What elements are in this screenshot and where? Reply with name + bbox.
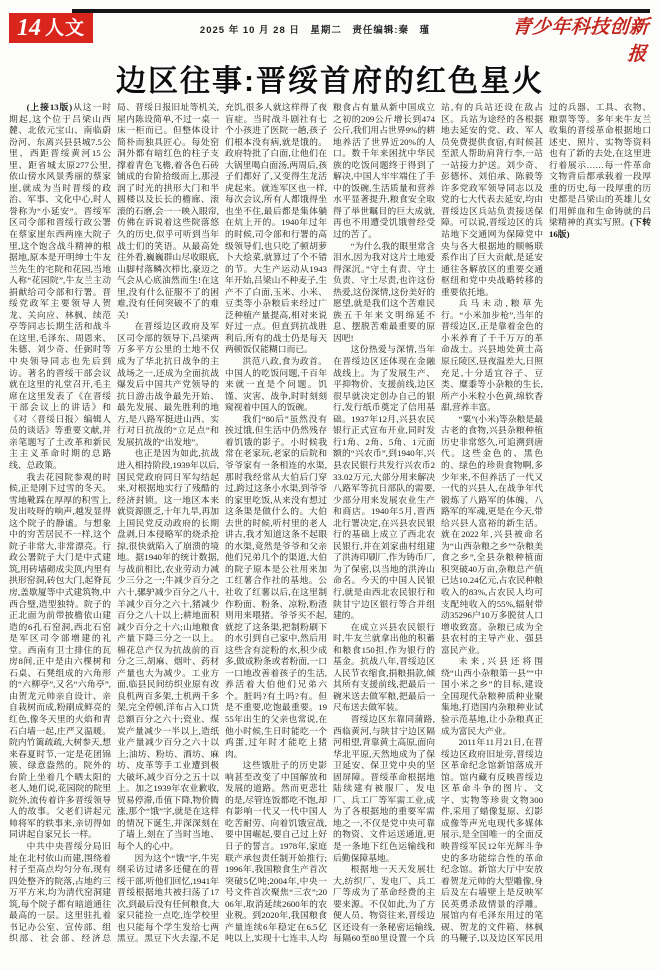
article-paragraph: 2011年11月21日,在晋绥边区政府旧址旁,晋绥边区革命纪念馆新馆落成开馆。馆内藏有反映晋绥边区革命斗争的图片、文字、实物等珍贵文物300件,采用了蜡像复原、幻影成像等声光电现代多媒体展示,是全国唯一的全面反映晋绥军民12年光辉斗争史的多功能综合性的革命纪念馆。新馆大厅中安放着贺龙元帅的大型雕像,身后及左右墙壁上是反映军民英勇杀敌情景的浮雕。展馆内有毛泽东用过的笔砚、贺龙的文件箱、林枫的马鞭子,以及边区军民用过的兵器、工具、衣物、粮票等等。多年来牛友兰收集的晋绥革命根据地口述史、照片、实物等资料也有了新的去处,在这里进行着展示……每一件革命文物背后都承载着一段厚重的历史,每一段厚重的历史都是吕梁山的英雄儿女们用鲜血和生命铸就的吕梁精神的真实写照。(下转16版) bbox=[441, 102, 651, 944]
article-headline: 边区往事:晋绥首府的红色星火 bbox=[116, 65, 544, 98]
section-title: 人文 bbox=[44, 17, 85, 39]
article-paragraph: 这份热爱与深情,当年在晋绥边区还体现在金融战线上。为了发展生产、平抑物价、支援前线,边区很早就决定创办自己的银行,发行纸币奠定了信用基础。1937年12月,兴县农民银行正式宣布开业,同时发行1角、2角、5角、1元面额的“兴农币”,到1940年,兴县农民银行共发行兴农币233.02万元,大部分用来解决八路军等抗日部队的需要,少部分用来发展农业生产和商店。1940年5月,晋西北行署决定,在兴县农民银行的基础上成立了西北农民银行,并在刘家曲村组建了洪涛印刷厂,作为铸币厂,为了保密,以当地的洪涛山命名。今天的中国人民银行,就是由西北农民银行和陕甘宁边区银行等合并组建的。 bbox=[333, 344, 435, 621]
article-paragraph: (上接13版)从这一时期起,这个位于吕梁山西麓、北依元宝山、南临蔚汾河、东离兴县县城7.5公里、西距晋绥黄河15公里、距省城太原277公里,依山傍水风景秀丽的蔡家崖,就成为当时晋绥的政治、军事、文化中心,时人誉称为“小延安”。晋绥军区司令部和晋绥行政公署在蔡家崖东西两座大院子里,这个饱含战斗精神的根据地,原本是开明绅士牛友兰先生的宅院和花园,当地人称“花园院”,牛友兰主动捐献给司令部和行署。晋绥党政军主要领导人贺龙、关向应、林枫、续范亭等同志长期生活和战斗在这里,毛泽东、周恩来、朱德、刘少奇、任弼时等中央领导同志也先后到访。著名的晋绥干部会议就在这里的礼堂召开,毛主席在这里发表了《在晋绥干部会议上的讲话》和《对〈晋绥日报〉编辑人员的谈话》等重要文献,并亲笔题写了土改革和新民主主义革命时期的总路线、总政策。 bbox=[9, 102, 111, 470]
article-paragraph: 根据地一天天发展壮大,纺织厂、发电厂、兵工厂等成为了革命经费的主要来源。不仅如此,为了方便人员、物资往来,晋绥边区还设有一条秘密运输线,每隔60至80里设置一个兵站,有的兵站还设在敌占区。兵站为途经的各根据地去延安的党、政、军人员免费提供食宿,有时候甚至派人帮助肩背行李,一站一站接力护送。刘少奇、彭德怀、刘伯承、陈毅等许多党政军领导同志以及党的七大代表去延安,均由晋绥边区兵站负责接送保障。可以说,晋绥边区的兵站地下交通网为保障党中央与各大根据地的顺畅联系作出了巨大贡献,是延安通往各解放区的重要交通枢纽和党中央战略转移的重要依托地。 bbox=[333, 102, 543, 944]
article-paragraph: 在晋绥边区政府及军区司令部的领导下,吕梁两万多平方公里的土地不仅成为了华北抗日战争的主战场之一,还成为全面抗战爆发后中国共产党领导的抗日游击战争最先开始、最先发展、最先胜利的地方,是八路军挺进山西、实行对日抗战的“立足点”和发展抗战的“出发地”。 bbox=[117, 321, 219, 447]
article-paragraph: 晋绥边区东靠同蒲路,西临黄河,与陕甘宁边区隔河相望,背靠黄土高原,面向华北平原,天然地成为了保卫延安、保卫党中央的坚固屏障。晋绥革命根据地陆续建有被服厂、发电厂、兵工厂等军需工业,成为了各根据地的重要军需地之一,不仅是党中央可靠的物资、文件运送通道,更是一条地下红色运输线和后勤保障基地。 bbox=[333, 713, 435, 863]
page-number: 14 bbox=[16, 15, 41, 41]
article-paragraph: 因为这个“饿”字,牛宪纲采访过诸多还健在的晋绥干部,听他们回忆,1941年晋绥根据地共被扫荡了17次,到最后没有任何粮食,大家只能捡一点吃,连学校里也只能每个学生发给七两黑豆。黑豆下火去湿,不足充饥,很多人就这样得了夜盲症。当时战斗剧社有七个小孩进了医院一趟,孩子们根本没有病,就是饿的。政府特批了白面,让他们在大锅里喝白面汤,两周后,孩子们都好了,又变得生龙活虎起来。就连军区也一样,每次会议,所有人都饿得坐也坐不住,最后都是集体躺在炕上开的。1940年过年的时候,司令部和行署的高级领导们,也只吃了顿胡萝卜大烩菜,就算过了个不错的节。大生产运动从1943年开始,吕梁山不种麦子,生产不了白面,玉米、小米、豆类等小杂粮后来经过广泛种植产量提高,相对来说好过一点。但直到抗战胜利后,所有的战士仍是每天两顿饭仅能糊口而已。 bbox=[117, 102, 327, 944]
masthead-logo: 青少年科技创新报 bbox=[511, 17, 650, 65]
continued-to-marker: (下转16版) bbox=[549, 217, 651, 240]
article-columns bbox=[9, 102, 651, 954]
article-paragraph: 兵马未动,粮草先行。“小米加步枪”,当年的晋绥边区,正是靠着金色的小米养育了千千万万的革命战士。兴县地处黄土高原丘陵区,昼夜温差大,日照充足,十分适宜谷子、豆类、糜黍等小杂粮的生长,所产小米粒小色黄,绵软香甜,营养丰富。 bbox=[441, 298, 543, 413]
article-paragraph: 洪范八政,食为政首。中国人的吃饭问题,千百年来就一直是个问题。饥馑、灾害、战争,时时刻刻窥视着中国人的饭碗。 bbox=[225, 356, 327, 413]
article-paragraph: “为什么我的眼里常含泪水,因为我对这片土地爱得深沉。”守土有责、守土负责、守土尽责,也许这份热爱,这份深情,这份美好的愿望,就是我们这个苦难民族五千年来文明绵延不息、摆脱苦难最重要的原因吧! bbox=[333, 240, 435, 343]
article-paragraph: 也正是因为如此,抗战进入相持阶段,1939年以后,国民党政府同日军勾结起来,对根据地实行了残酷的经济封锁。这一地区本来就资源匮乏,十年九旱,再加上国民党反动政府的长期盘剥,日本侵略军的烧杀抢掠,很快就陷入了崩溃的境地。据1940年的统计数据,与战前相比,农业劳动力减少三分之一;牛减少百分之六十,骡驴减少百分之八十,羊减少百分之六十,猪减少百分之八十以上;耕地面积减少百分之十六;山地粮食产量下降三分之一以上。棉花总产仅为抗战前的百分之三,胡麻、烟叶、药材产量也大为减少。工业方面,临县民间纺织业原有改良机两百多架,土机两千多架,完全停顿,洋布占入口货总额百分之六十;瓷业、煤炭产量减少一半以上,造纸业产量减少百分之六十以上;油坊、粉坊、酒坊、麻坊、皮革等手工业遭到极大破坏,减少百分之五十以上。加之1939年农业歉收,贸易停滞,币值下降,物价腾涨,那个“饿”字,就是在这样的情况下诞生,并深深刻在了墙上,刻在了当时当地、每个人的心中。 bbox=[117, 448, 219, 851]
article-paragraph: 这些饿肚子的历史影响甚至改变了中国解放和发展的道路。然而更悲壮的是,尽管连饭都吃不饱,却有影响一代又一代中国人吃苦耐劳、向着饥饿宣战,要中国崛起,要自己过上好日子的誓言。1978年,家庭联产承包责任制开始推行;1996年,我国粮食生产首次突破5亿吨;2004年,中央一号文件首次聚焦“三农”;2006年,取消延续2600年的农业税。到2020年,我国粮食产量连续6年稳定在6.5亿吨以上,实现十七连丰,人均粮食占有量从新中国成立之初的209公斤增长到474公斤,我们用占世界9%的耕地养活了世界近20%的人口。数千年来困扰中华民族的吃饭问题终于得到了解决,中国人牢牢端住了手中的饭碗,生活质量和营养水平显著提升,粮食安全取得了举世瞩目的巨大成就,再也不用遭受饥饿曾经受过的苦了。 bbox=[225, 102, 435, 944]
article-paragraph: “粟”(小米)等杂粮是最古老的食物,兴县杂粮种植历史非常悠久,可追溯到唐代。这些金色的、黑色的、绿色的珍贵食物啊,多少年来,不但养活了一代又一代的兴县人,在战争年代锻炼了八路军的体魄、八路军的军魂,更是在今天,带给兴县人富裕的新生活。就在2022年,兴县被命名为“山西杂粮之乡”“杂粮美食之乡”,全县杂粮种植面积突破40万亩,杂粮总产值已达10.24亿元,占农民种粮收入的83%,占农民人均可支配纯收入的55%,辐射带动35296户10万多脱贫人口增收致富。杂粮已成为全县农村的主导产业、强县富民产业。 bbox=[441, 413, 543, 655]
section-badge bbox=[9, 13, 93, 43]
continued-from-marker: (上接13版) bbox=[26, 102, 73, 112]
article-paragraph: 我们“80后”虽然没有挨过饿,但生活中仍然残存着饥饿的影子。小时候我常在老家玩,老家的后院和爷爷家有一条相连的水渠,那时我经常从大伯后门穿过,跨过这条小水渠,到爷爷的家里吃饭,从来没有想过这条渠是做什么的。大伯去世的时候,听村里的老人讲古,我才知道这条不起眼的水渠,竟然是爷爷和父亲他们兄弟几个的渠道,大伯的院子原本是公社用来加工红薯合作社的基地。公社收了红薯以后,在这里制作粉面、粉条、凉粉,粉渣则用来喂猪。爷爷买不起,就挖了这条渠,把制粉刷下的水引到自己家中,然后用这些含有淀粉的水,积少成多,做成粉条或者粉面,一口一口地改善着孩子的生活,养活着大伯他们兄弟六个。脏吗?有土吗?有。但是不重要,吃饱最重要。1955年出生的父亲也常说,在他小时候,生日时能吃一个鸡蛋,过年时才能吃上猪肉。 bbox=[225, 413, 327, 759]
article-paragraph: 未来,兴县还将围绕“山西小杂粮第一县”“中国小米之乡”的目标,建设全国现代杂粮种质种业聚集地,打造国内杂粮种业试验示范基地,让小杂粮真正成为富民大产业。 bbox=[441, 656, 543, 736]
article-paragraph: 中共中央晋绥分局旧址在北村依山而建,围绕着村子至高点均匀分布,现有四处整齐的院落,占地约三万平方米,均为清代窑洞建筑,每个院子都有暗道通往最高的一层。这里驻扎着书记办公室、宣传部、组织部、社会部、经济总局、晋绥日报旧址等机关,屋内陈设简单,不过一桌一床一柜而已。但整体设计简朴而独具匠心。每处窑洞外都有暗红色的柱子支撑着青色飞檐,着各色石砖铺成的台阶拾级而上,那浸润了时光的拱形大门和半圆楼以及长长的檐廊、滚滚的石磨,会一一映入眼帘,仿佛在诉说着这些院落悠久的历史,似乎可听到当年战士们的笑语。从最高处往外看,巍巍群山尽收眼底,山脚村落鳞次栉比,豪迈之气会从心底油然而生!在这里,没有什么征服不了的困难,没有任何突破不了的难关! bbox=[9, 102, 219, 944]
article-paragraph: 在成立兴县农民银行时,牛友兰就拿出他的积蓄和粮食150担,作为银行的基金。抗战八年,晋绥边区人民节衣缩食,捐粮捐款,倾其所有支援前线,把最后一碗米送去做军粮,把最后一尺布送去做军装。 bbox=[333, 621, 435, 713]
dateline: 2025 年 10 月 28 日 星期二 责任编辑:秦 瑾 bbox=[199, 25, 431, 36]
article-paragraph: 我去花园院参观的时候,正是刚下过雪的冬天。雪地靴踩在厚厚的积雪上,发出吱呀的响声,越发显得这个院子的静谧。与想象中的穷苦居民不一样,这个院子非常大,非常漂亮。行政公署院子大门是中式建筑,用砖墙砌成尖顶,内里有拱形窑洞,砖包大门,起脊瓦房,盖歇厦等中式建筑物,中西合璧,造型独特。院子的正北面为前带披檐依山建造的6孔石窑洞,西北石窑是军区司令部增建的礼堂。西南有卫士排住的瓦房8间,正中是由六棵树和石桌、石凳组成的六角形的“六柳亭”,又名“六角亭”,由贺龙元帅亲自设计、亲自栽树而成,粉刷成鲜亮的红色,像冬天里的火焰和青石白墙一起,庄严又温暖。院内竹篱疏疏,大树参天,想来春夏时节,一定是花团锦簇、绿意盎然的。院外的台阶上坐着几个晒太阳的老人,她们说,花园院的院里院外,流传着许多晋绥领导人的故事。父老们讲起元帅将军的轶事来,亲切得如同讲起自家兄长一样。 bbox=[9, 471, 111, 840]
